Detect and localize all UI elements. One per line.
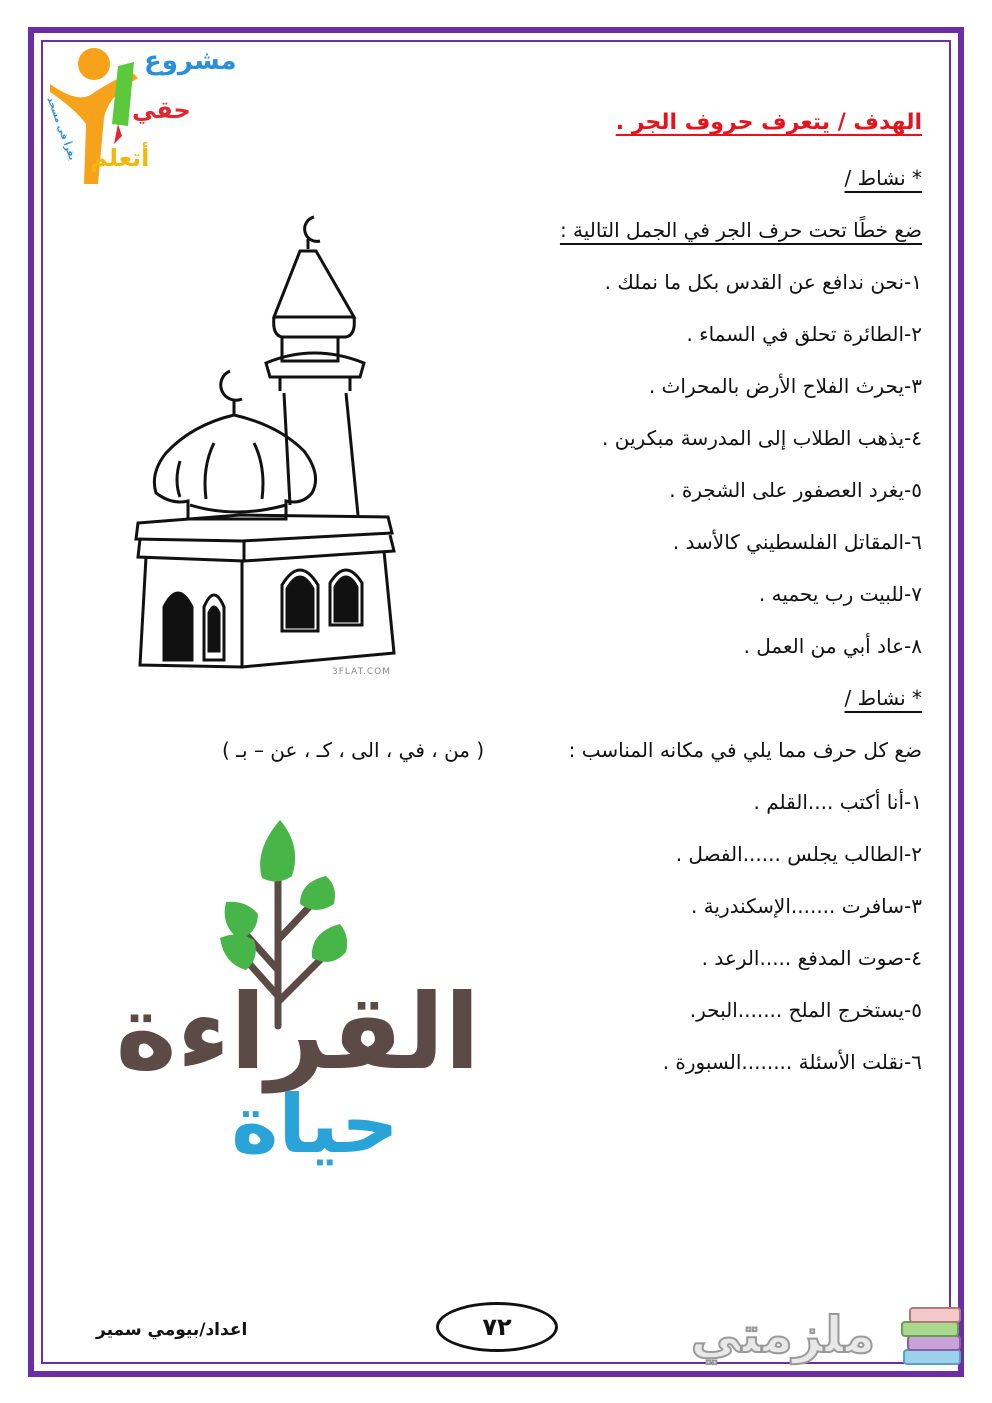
activity2-choices: ( من ، في ، الى ، كـ ، عن – بـ ) (222, 738, 485, 762)
activity1-item: ١-نحن ندافع عن القدس بكل ما نملك . (604, 270, 922, 294)
activity2-item: ٣-سافرت .......الإسكندرية . (690, 894, 922, 918)
page-number: ٧٢ (436, 1302, 558, 1352)
activity1-item: ٨-عاد أبي من العمل . (743, 634, 922, 658)
logo-text-line2: حقي (132, 96, 191, 124)
mosque-drawing (132, 205, 400, 685)
reading-logo-bottom-text: حياة (231, 1078, 399, 1171)
logo-text-line3: أتعلم (90, 144, 150, 172)
activity1-item: ٢-الطائرة تحلق في السماء . (686, 322, 922, 346)
reading-is-life-logo (115, 820, 480, 1171)
activity1-instruction: ضع خطًا تحت حرف الجر في الجمل التالية : (559, 218, 922, 242)
activity2-item: ٤-صوت المدفع .....الرعد . (701, 946, 922, 970)
activity1-label: * نشاط / (844, 166, 922, 190)
mosque-illustration (132, 205, 400, 685)
project-logo (44, 44, 237, 189)
watermark-text: ملزمتي (690, 1306, 876, 1364)
activity2-item: ١-أنا أكتب ....القلم . (753, 790, 922, 814)
activity1-item: ٥-يغرد العصفور على الشجرة . (669, 478, 922, 502)
activity1-item: ٣-يحرث الفلاح الأرض بالمحراث . (648, 374, 922, 398)
activity1-item: ٦-المقاتل الفلسطيني كالأسد . (672, 530, 922, 554)
reading-logo-top-text: القراءة (115, 971, 480, 1093)
books-icon (900, 1306, 966, 1370)
site-watermark (668, 1296, 968, 1376)
mosque-caption: 3FLAT.COM (332, 667, 392, 677)
activity1-item: ٤-يذهب الطلاب إلى المدرسة مبكرين . (602, 426, 922, 450)
activity2-item: ٥-يستخرج الملح .......البحر. (689, 998, 922, 1022)
activity2-item: ٦-نقلت الأسئلة ........السبورة . (662, 1050, 922, 1074)
activity2-label: * نشاط / (844, 686, 922, 710)
activity2-item: ٢-الطالب يجلس ......الفصل . (675, 842, 922, 866)
activity1-item: ٧-للبيت رب يحميه . (758, 582, 922, 606)
activity2-instruction: ضع كل حرف مما يلي في مكانه المناسب : (568, 738, 922, 762)
lesson-goal: الهدف / يتعرف حروف الجر . (615, 110, 922, 135)
author-credit: اعداد/بيومي سمير (96, 1320, 248, 1340)
logo-text-line1: مشروع (144, 46, 237, 76)
logo-side-text: يقرأ في مسجد (44, 96, 77, 162)
